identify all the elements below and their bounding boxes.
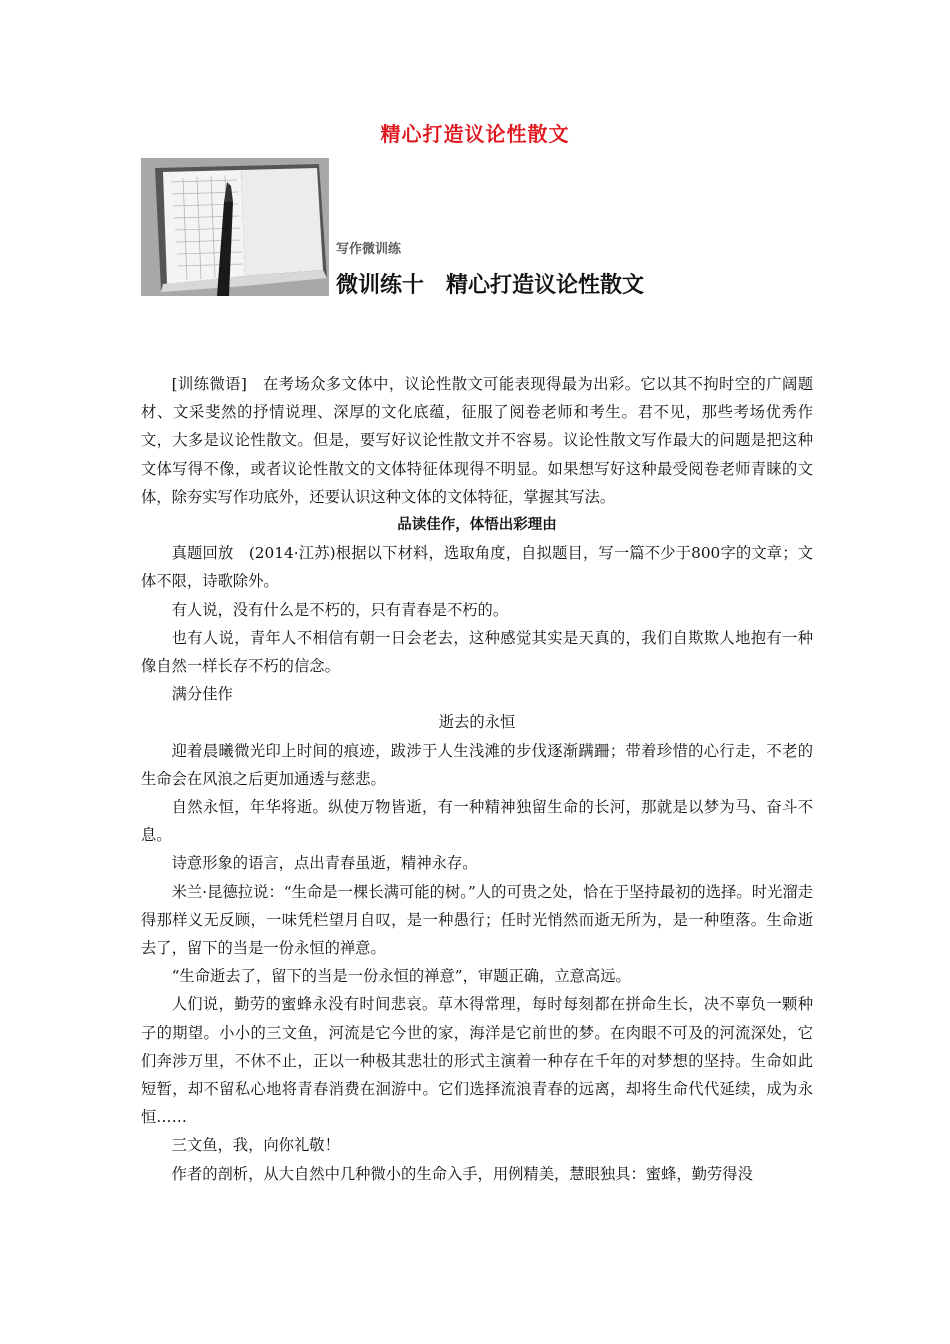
paragraph: 作者的剖析，从大自然中几种微小的生命入手，用例精美，慧眼独具：蜜蜂，勤劳得没 <box>171 1164 753 1183</box>
paragraph: 人们说，勤劳的蜜蜂永没有时间悲哀。草木得常理，每时每刻都在拼命生长，决不辜负一颗种子的期望。小小的三文鱼，河流是它今世的家，海洋是它前世的梦。在肉眼不可及的河流深处，它们奔涉万里，不休不止，正以一种极其悲壮的形式主演着一种存在千年的对梦想的坚持。生命如此短暂，却不留私心地将青春消费在洄游中。它们选择流浪青春的远离，却将生命代代延续，成为永恒…… <box>141 995 813 1127</box>
paragraph: 也有人说，青年人不相信有朝一日会老去，这种感觉其实是天真的，我们自欺欺人地抱有一种像自然一样长存不朽的信念。 <box>141 628 813 676</box>
paragraph: 米兰·昆德拉说：“生命是一棵长满可能的树。”人的可贵之处，恰在于坚持最初的选择。时光溜走得那样义无反顾，一味凭栏望月自叹，是一种愚行；任时光悄然而逝无所为，是一种堕落。生命逝去了，留下的当是一份永恒的禅意。 <box>141 882 813 958</box>
paragraph: 满分佳作 <box>171 685 233 704</box>
page-title: 精心打造议论性散文 <box>380 122 570 146</box>
banner-photo <box>141 158 329 296</box>
banner-kicker: 写作微训练 <box>336 242 402 257</box>
paragraph: 诗意形象的语言，点出青春虽逝，精神永存。 <box>171 854 478 873</box>
essay-title: 逝去的永恒 <box>438 713 516 732</box>
banner-title: 微训练十 精心打造议论性散文 <box>336 273 645 298</box>
paragraph: 迎着晨曦微光印上时间的痕迹，跋涉于人生浅滩的步伐逐渐蹒跚；带着珍惜的心行走，不老的生命会在风浪之后更加通透与慈悲。 <box>141 741 813 788</box>
section-heading: 品读佳作，体悟出彩理由 <box>397 517 557 534</box>
paragraph: 真题回放 (2014·江苏)根据以下材料，选取角度，自拟题目，写一篇不少于800字的文章；文体不限，诗歌除外。 <box>141 544 813 591</box>
notebook-brush-illustration <box>141 158 329 296</box>
paragraph: 三文鱼，我，向你礼敬！ <box>171 1136 340 1155</box>
paragraph: 有人说，没有什么是不朽的，只有青春是不朽的。 <box>171 600 509 619</box>
body-text <box>141 370 813 1188</box>
paragraph: “生命逝去了，留下的当是一份永恒的禅意”，审题正确，立意高远。 <box>171 967 631 986</box>
paragraph: 自然永恒，年华将逝。纵使万物皆逝，有一种精神独留生命的长河，那就是以梦为马、奋斗不息。 <box>141 798 813 845</box>
paragraph: [训练微语] 在考场众多文体中，议论性散文可能表现得最为出彩。它以其不拘时空的广阔题材、文采斐然的抒情说理、深厚的文化底蕴，征服了阅卷老师和考生。君不见，那些考场优秀作文，大多是议论性散文。但是，要写好议论性散文并不容易。议论性散文写作最大的问题是把这种文体写得不像，或者议论性散文的文体特征体现得不明显。如果想写好这种最受阅卷老师青睐的文体，除夯实写作功底外，还要认识这种文体的文体特征，掌握其写法。 <box>141 375 813 506</box>
